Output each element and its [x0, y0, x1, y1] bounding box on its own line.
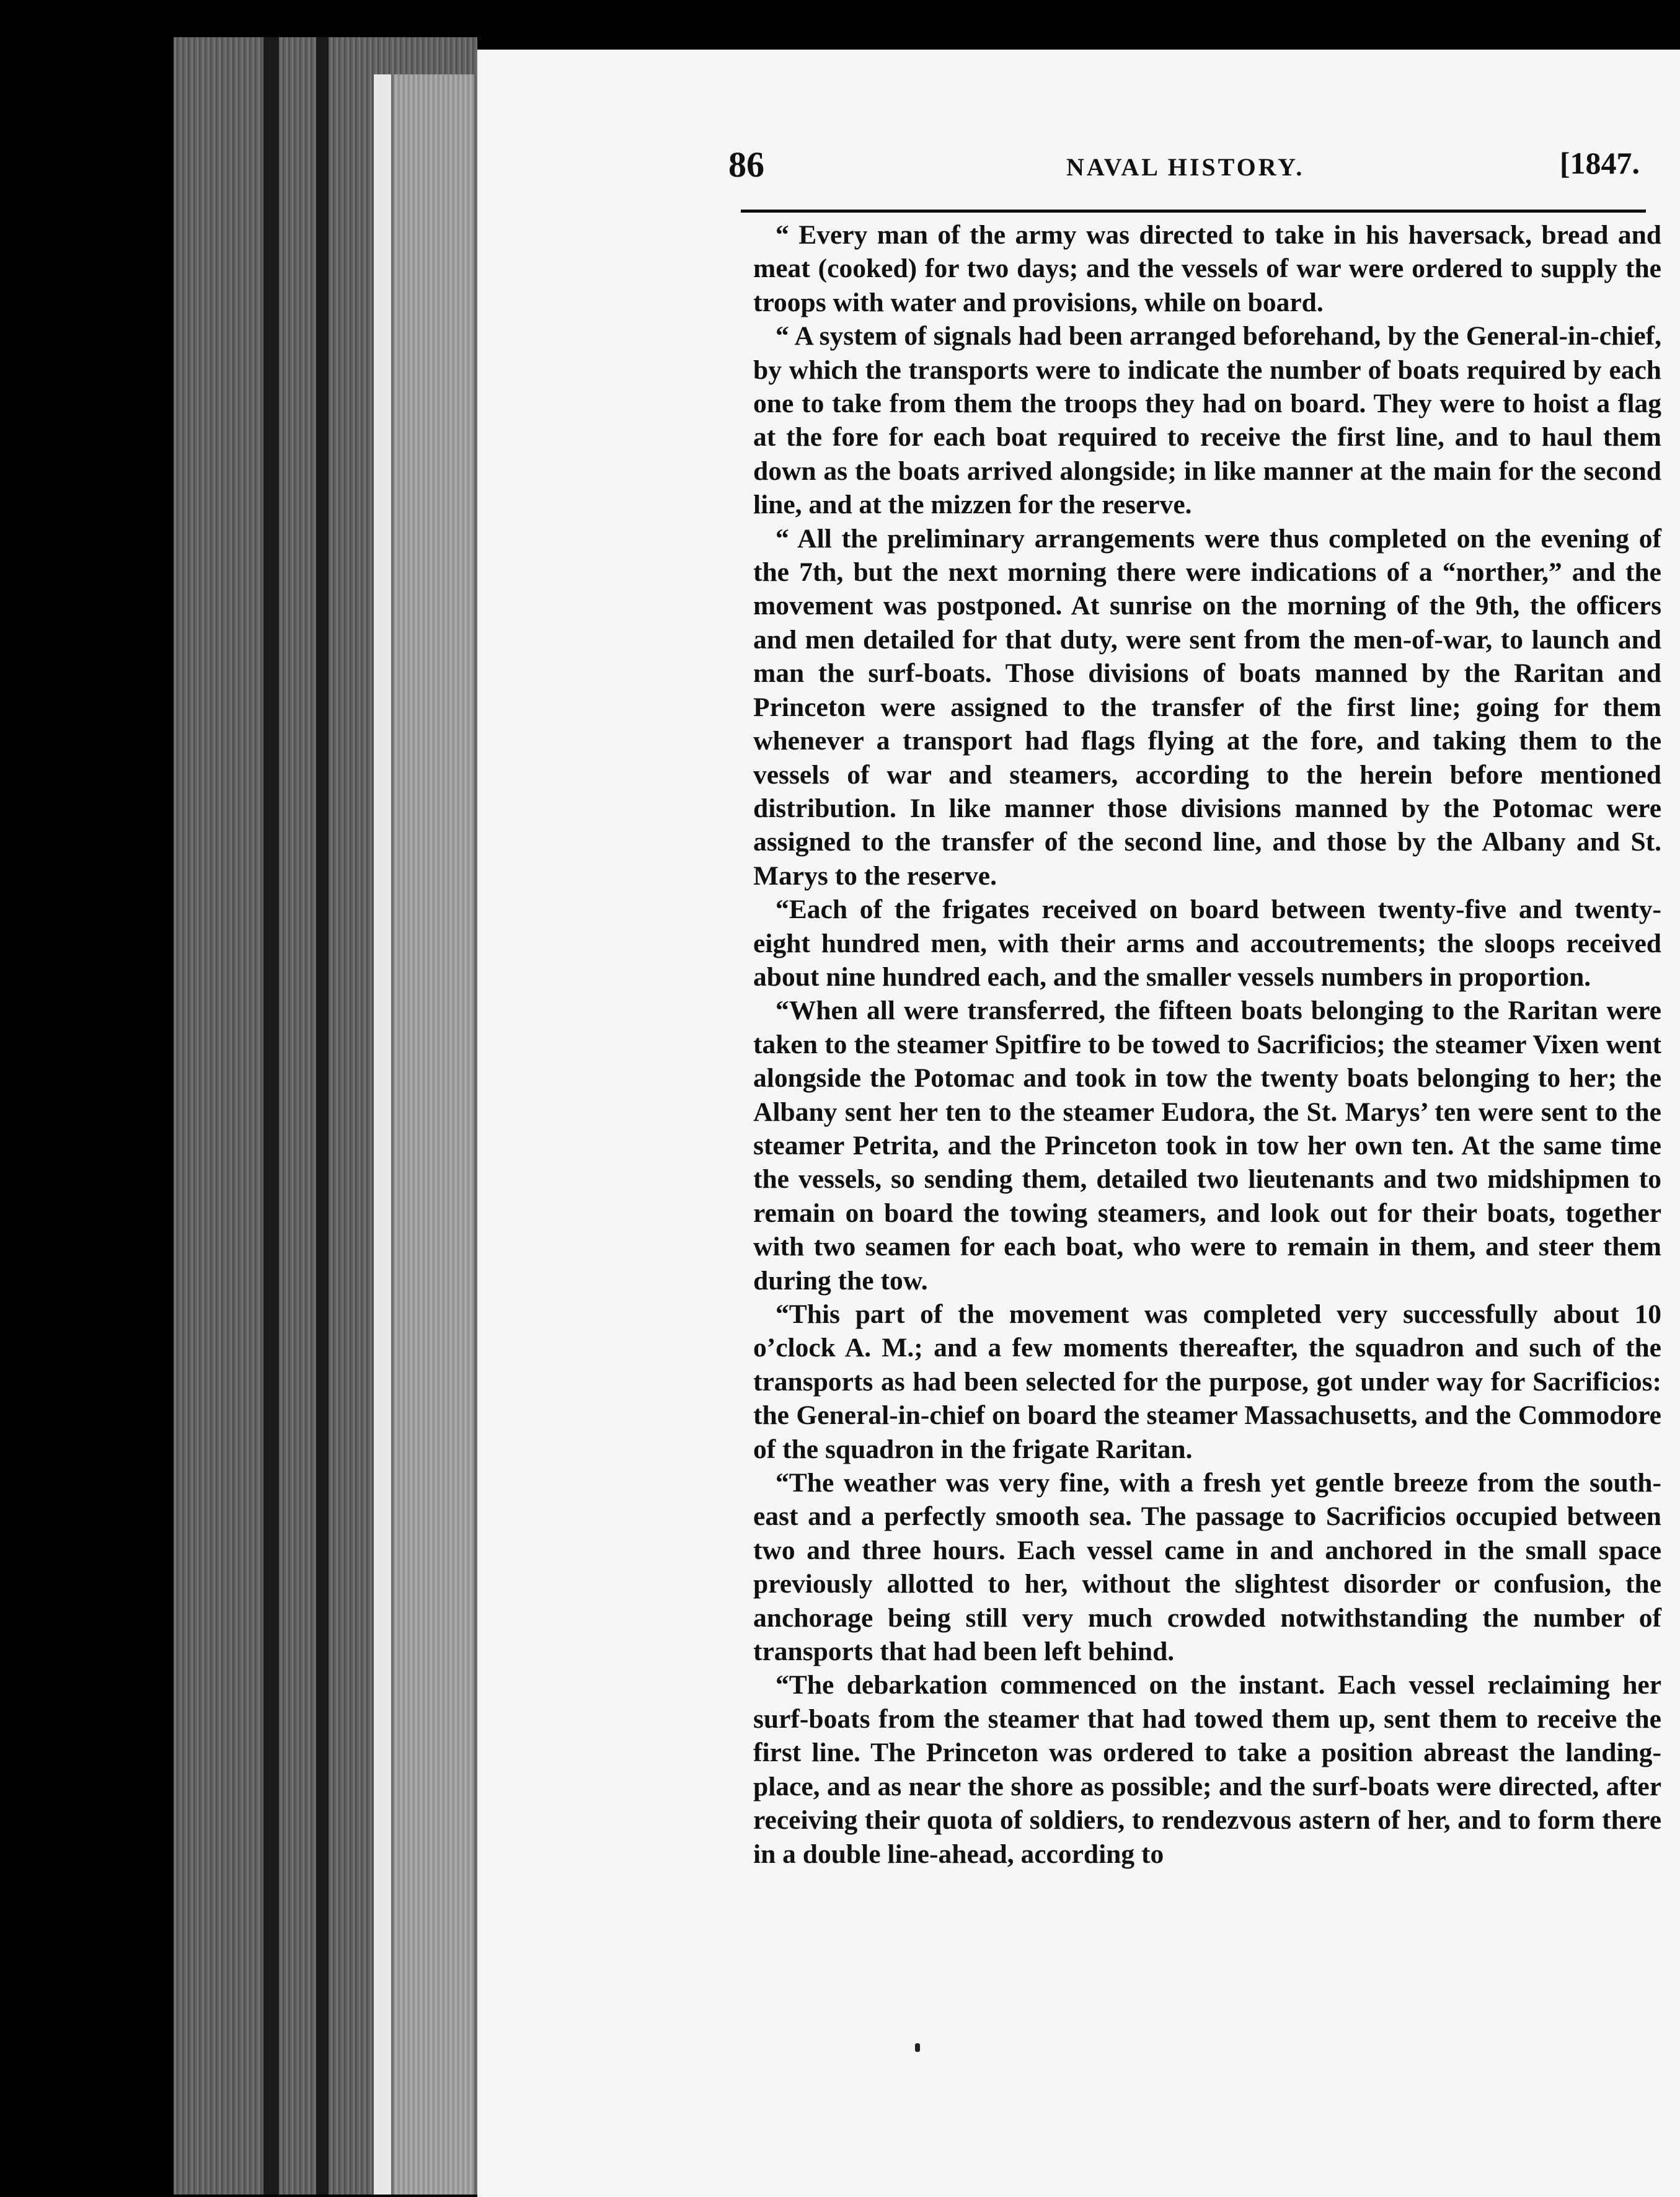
page-number: 86 [728, 144, 764, 185]
paragraph: “The debarkation commenced on the instant. Each vessel reclaiming her surf-boats from the steamer that had towed them up, sent them to receive the first line. The Princeton was ordered to take a position abreast the landing-place, and as near the shore as possible; and the surf-boats were directed, after receiving their quota of soldiers, to rendezvous astern of her, and to form there in a double line-ahead, according to [753, 1670, 1661, 1869]
page-stack-edges [394, 74, 474, 2195]
header-year: [1847. [1559, 146, 1640, 180]
ink-speck [915, 2043, 920, 2052]
paragraph: “This part of the movement was completed very successfully about 10 o’clock A. M.; and a few moments thereafter, the squadron and such of the transports as had been selected for the purpose, got under way for Sacrificios: the General-in-chief on board the steamer Massachusetts, and the Commodore of the squadron in the frigate Raritan. [753, 1299, 1661, 1464]
paragraph: “ A system of signals had been arranged beforehand, by the General-in-chief, by which the transports were to indicate the number of boats required by each one to take from them the troops they had on board. They were to hoist a flag at the fore for each boat required to receive the first line, and to haul them down as the boats arrived alongside; in like manner at the main for the second line, and at the mizzen for the reserve. [753, 321, 1661, 520]
paragraph: “When all were transferred, the fifteen boats belonging to the Raritan were taken to the steamer Spitfire to be towed to Sacrificios; the steamer Vixen went alongside the Potomac and took in tow the twenty boats belonging to her; the Albany sent her ten to the steamer Eudora, the St. Marys’ ten were sent to the steamer Petrita, and the Princeton took in tow her own ten. At the same time the vessels, so sending them, detailed two lieutenants and two midshipmen to remain on board the towing steamers, and look out for their boats, together with two seamen for each boat, who were to remain in them, and steer them during the tow. [753, 996, 1661, 1296]
page-edge-highlight [374, 74, 391, 2195]
paragraph: “ Every man of the army was directed to take in his haversack, bread and meat (cooked) for two days; and the vessels of war were ordered to supply the troops with water and provisions, while on board. [753, 220, 1661, 317]
paragraph: “The weather was very fine, with a fresh yet gentle breeze from the south-east and a perfectly smooth sea. The passage to Sacrificios occupied between two and three hours. Each vessel came in and anchored in the small space previously allotted to her, without the slightest disorder or confusion, the anchorage being still very much crowded notwithstanding the number of transports that had been left behind. [753, 1468, 1661, 1667]
spine-shadow [263, 37, 279, 2195]
running-title: NAVAL HISTORY. [1066, 153, 1305, 181]
page-header [728, 144, 1640, 193]
paragraph: “Each of the frigates received on board between twenty-five and twenty-eight hundred men, with their arms and accoutrements; the sloops received about nine hundred each, and the smaller vessels numbers in proportion. [753, 895, 1661, 992]
paragraph: “ All the preliminary arrangements were thus completed on the evening of the 7th, but the next morning there were indications of a “norther,” and the movement was postponed. At sunrise on the morning of the 9th, the officers and men detailed for that duty, were sent from the men-of-war, to launch and man the surf-boats. Those divisions of boats manned by the Raritan and Princeton were assigned to the transfer of the first line; going for them whenever a transport had flags flying at the fore, and taking them to the vessels of war and steamers, according to the herein before mentioned distribution. In like manner those divisions manned by the Potomac were assigned to the transfer of the second line, and those by the Albany and St. Marys to the reserve. [753, 523, 1661, 891]
spine-shadow [316, 37, 329, 2195]
header-rule [741, 210, 1646, 213]
body-text [753, 218, 1661, 1871]
